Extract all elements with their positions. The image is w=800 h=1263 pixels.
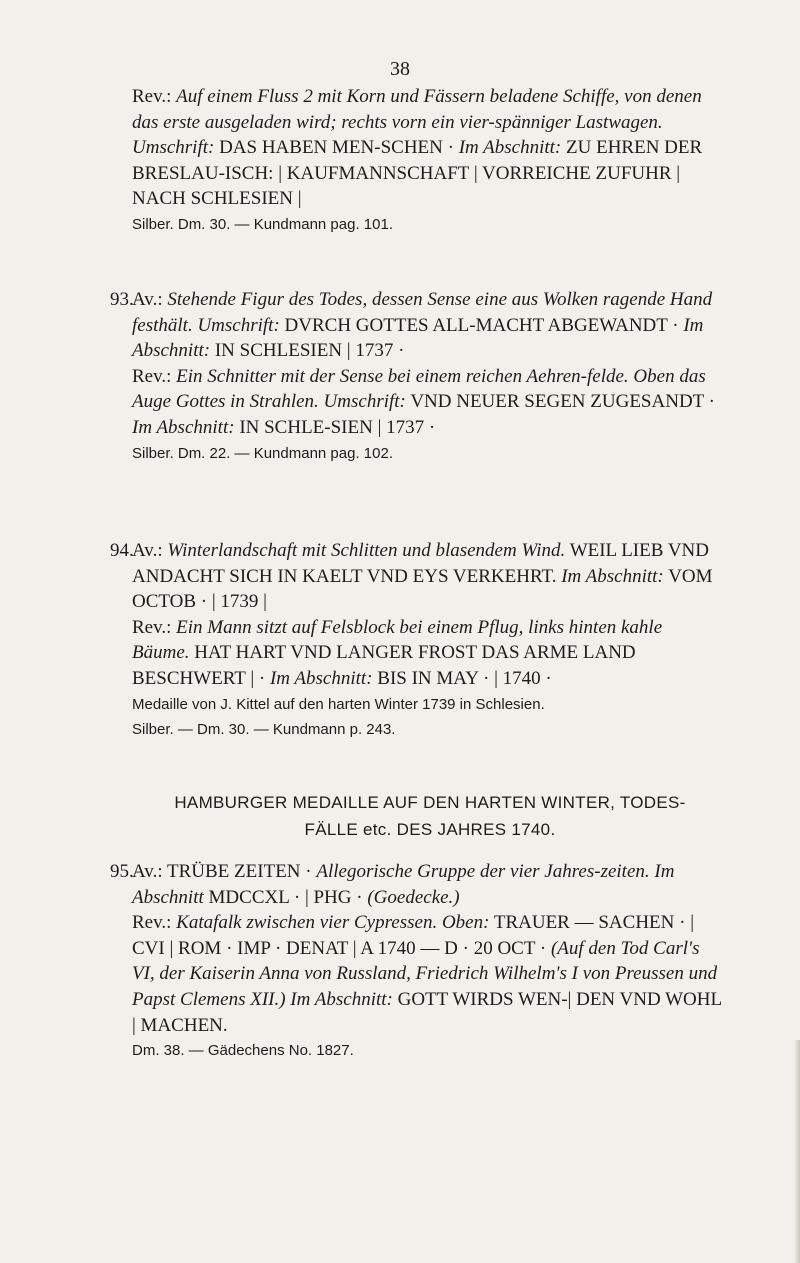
rev-text-italic: Ein Mann sitzt auf Felsblock bei einem Pflug, links hinten kahle Bäume. bbox=[132, 616, 663, 664]
metal-note: Dm. 38. — Gädechens No. 1827. bbox=[132, 1042, 354, 1060]
av-engraver: (Goedecke.) bbox=[367, 886, 460, 908]
rev-label: Rev.: bbox=[132, 86, 172, 107]
metal-note: Silber. Dm. 30. — Kundmann pag. 101. bbox=[132, 215, 393, 233]
reverse-description bbox=[132, 364, 722, 441]
av-exergue: MDCCXL · | PHG · bbox=[208, 886, 363, 908]
av-exergue-label: Im Abschnitt: bbox=[561, 565, 664, 587]
entry-number: 93. bbox=[110, 289, 134, 310]
entry-93 bbox=[110, 287, 722, 466]
heading-line-1: HAMBURGER MEDAILLE AUF DEN HARTEN WINTER, TODES- bbox=[174, 793, 686, 812]
reverse-description bbox=[132, 615, 722, 692]
rev-inscription: HAT HART VND LANGER FROST DAS ARME LAND BESCHWERT | · bbox=[132, 642, 636, 689]
av-text-italic: Winterlandschaft mit Schlitten und blasendem Wind. bbox=[167, 540, 566, 561]
rev-label: Rev.: bbox=[132, 912, 172, 934]
av-label: Av.: bbox=[132, 289, 163, 310]
av-inscription: TRÜBE ZEITEN · bbox=[167, 861, 312, 882]
entry-95 bbox=[110, 859, 722, 1063]
obverse-description bbox=[110, 538, 722, 615]
reverse-description bbox=[132, 84, 722, 212]
obverse-description bbox=[110, 287, 722, 364]
rev-inscription: TRAUER — SACHEN · | CVI | ROM · IMP · DENAT | A 1740 — D · 20 OCT · bbox=[132, 912, 694, 959]
metal-note: Silber. — Dm. 30. — Kundmann p. 243. bbox=[132, 720, 396, 738]
rev-exergue: IN SCHLE-SIEN | 1737 · bbox=[239, 416, 436, 438]
obverse-description bbox=[110, 859, 722, 910]
metal-note: Silber. Dm. 22. — Kundmann pag. 102. bbox=[132, 444, 393, 462]
section-heading bbox=[150, 789, 710, 843]
av-exergue-label: Im Abschnitt: bbox=[132, 314, 704, 362]
av-inscription: DVRCH GOTTES ALL-MACHT ABGEWANDT · bbox=[284, 314, 679, 336]
entry-continuation bbox=[132, 84, 722, 237]
rev-exergue: BIS IN MAY · | 1740 · bbox=[377, 667, 552, 689]
page-edge-shadow bbox=[794, 1040, 800, 1263]
av-label: Av.: bbox=[132, 540, 163, 561]
medal-note: Medaille von J. Kittel auf den harten Winter 1739 in Schlesien. bbox=[132, 695, 545, 713]
rev-text-italic: Auf einem Fluss 2 mit Korn und Fässern beladene Schiffe, von denen das erste ausgeladen wird; rechts vorn ein vier-spänniger Lastwagen. Umschrift: bbox=[132, 86, 702, 159]
rev-exergue: GOTT WIRDS WEN-| DEN VND WOHL | MACHEN. bbox=[132, 988, 722, 1036]
rev-exergue-label: Im Abschnitt: bbox=[458, 137, 562, 159]
av-label: Av.: bbox=[132, 861, 163, 882]
rev-label: Rev.: bbox=[132, 365, 172, 387]
rev-text-italic: Katafalk zwischen vier Cypressen. Oben: bbox=[176, 912, 490, 934]
rev-text-italic: Ein Schnitter mit der Sense bei einem reichen Aehren-felde. Oben das Auge Gottes in Strahlen. Umschrift: bbox=[132, 365, 706, 413]
av-text-italic: Stehende Figur des Todes, dessen Sense eine aus Wolken ragende Hand festhält. Umschrift: bbox=[132, 289, 713, 336]
av-exergue: IN SCHLESIEN | 1737 · bbox=[214, 340, 405, 362]
av-inscription: WEIL LIEB VND ANDACHT SICH IN KAELT VND EYS VERKEHRT. bbox=[132, 540, 709, 587]
av-exergue: VOM OCTOB · | 1739 | bbox=[132, 565, 713, 613]
rev-exergue-label: Im Abschnitt: bbox=[269, 667, 373, 689]
rev-label: Rev.: bbox=[132, 616, 172, 638]
reverse-description bbox=[132, 910, 722, 1038]
entry-number: 95. bbox=[110, 861, 134, 882]
entry-94 bbox=[110, 538, 722, 742]
av-text-italic: Allegorische Gruppe der vier Jahres-zeiten. Im Abschnitt bbox=[132, 861, 675, 908]
entry-number: 94. bbox=[110, 540, 134, 561]
rev-inscription: DAS HABEN MEN-SCHEN · bbox=[219, 137, 454, 159]
rev-inscription: VND NEUER SEGEN ZUGESANDT · bbox=[410, 391, 715, 413]
page-number: 38 bbox=[390, 58, 410, 80]
rev-exergue-label: Im Abschnitt: bbox=[132, 416, 235, 438]
rev-commentary: (Auf den Tod Carl's VI, der Kaiserin Anna von Russland, Friedrich Wilhelm's I von Preussen und Papst Clemens XII.) Im Abschnitt: bbox=[132, 937, 718, 1010]
heading-line-2: FÄLLE etc. DES JAHRES 1740. bbox=[304, 820, 556, 839]
rev-exergue: ZU EHREN DER BRESLAU-ISCH: | KAUFMANNSCHAFT | VORREICHE ZUFUHR | NACH SCHLESIEN | bbox=[132, 137, 703, 210]
